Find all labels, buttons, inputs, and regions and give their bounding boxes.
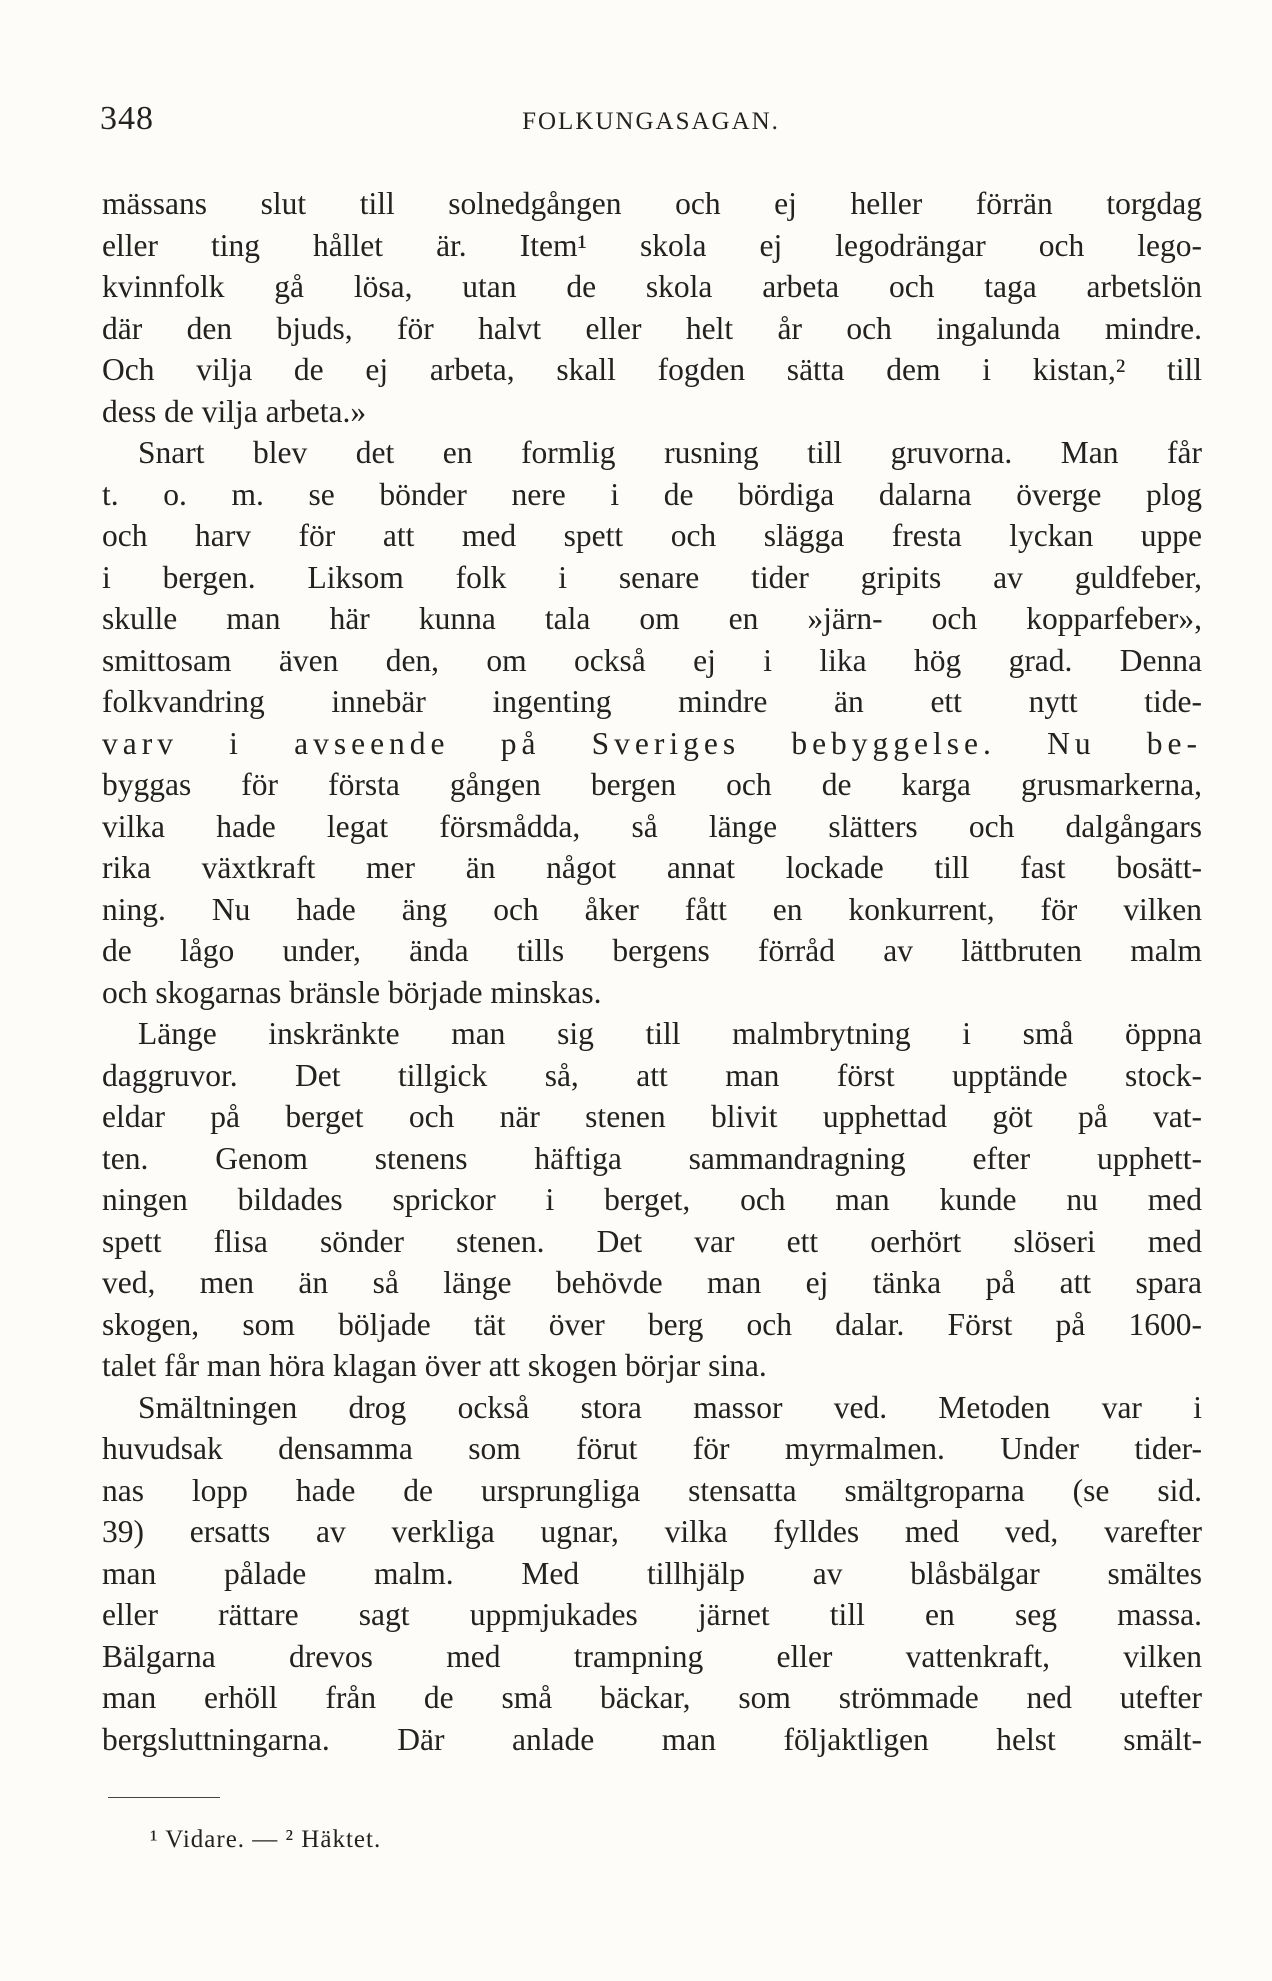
text-line: bergsluttningarna. Där anlade man följaktligen helst smält-: [102, 1721, 1202, 1757]
text-line: eller ting hållet är. Item¹ skola ej legodrängar och lego-: [102, 227, 1202, 263]
page-number: 348: [100, 100, 154, 137]
text-line: nas lopp hade de ursprungliga stensatta smältgroparna (se sid.: [102, 1472, 1202, 1508]
text-line: där den bjuds, för halvt eller helt år och ingalunda mindre.: [102, 310, 1202, 346]
text-line: eldar på berget och när stenen blivit upphettad göt på vat-: [102, 1099, 1202, 1134]
text-line: ved, men än så länge behövde man ej tänka på att spara: [102, 1265, 1202, 1300]
text-line: ningen bildades sprickor i berget, och man kunde nu med: [102, 1182, 1202, 1217]
text-line: smittosam även den, om också ej i lika hög grad. Denna: [102, 642, 1202, 678]
text-line: talet får man höra klagan över att skogen börjar sina.: [102, 1348, 767, 1383]
text-line: och harv för att med spett och slägga fresta lyckan uppe: [102, 518, 1202, 553]
footnotes: ¹ Vidare. — ² Häktet.: [150, 1826, 382, 1853]
text-line: man erhöll från de små bäckar, som strömmade ned utefter: [102, 1680, 1202, 1715]
text-line: 39) ersatts av verkliga ugnar, vilka fylldes med ved, varefter: [102, 1514, 1202, 1549]
text-line: byggas för första gången bergen och de karga grusmarkerna,: [102, 767, 1202, 802]
text-line: mässans slut till solnedgången och ej heller förrän torgdag: [102, 186, 1202, 221]
text-line: Smältningen drog också stora massor ved. Metoden var i: [138, 1389, 1202, 1425]
text-line: och skogarnas bränsle började minskas.: [102, 974, 602, 1010]
text-line: dess de vilja arbeta.»: [102, 393, 367, 429]
text-line: vilka hade legat försmådda, så länge slätters och dalgångars: [102, 808, 1202, 844]
text-line: ning. Nu hade äng och åker fått en konkurrent, för vilken: [102, 891, 1202, 927]
body-text: [102, 183, 1202, 1760]
text-line: kvinnfolk gå lösa, utan de skola arbeta och taga arbetslön: [102, 269, 1202, 304]
text-line: skulle man här kunna tala om en »järn- och kopparfeber»,: [102, 601, 1202, 636]
text-line: spett flisa sönder stenen. Det var ett oerhört slöseri med: [102, 1223, 1202, 1259]
text-line: daggruvor. Det tillgick så, att man först upptände stock-: [102, 1057, 1202, 1093]
text-line: Länge inskränkte man sig till malmbrytning i små öppna: [138, 1016, 1202, 1051]
text-line: Bälgarna drevos med trampning eller vattenkraft, vilken: [102, 1638, 1202, 1674]
text-line: man pålade malm. Med tillhjälp av blåsbälgar smältes: [102, 1555, 1202, 1591]
text-line: Snart blev det en formlig rusning till gruvorna. Man får: [138, 435, 1202, 470]
text-line: huvudsak densamma som förut för myrmalmen. Under tider-: [102, 1431, 1202, 1466]
text-line: eller rättare sagt uppmjukades järnet till en seg massa.: [102, 1597, 1202, 1632]
text-line: varv i avseende på Sveriges bebyggelse. Nu be-: [102, 725, 1202, 761]
text-line: folkvandring innebär ingenting mindre än ett nytt tide-: [102, 684, 1202, 719]
text-line: ten. Genom stenens häftiga sammandragning efter upphett-: [102, 1140, 1202, 1176]
footnote-divider: [108, 1797, 220, 1798]
running-title: FOLKUNGASAGAN.: [522, 108, 780, 135]
text-line: de lågo under, ända tills bergens förråd av lättbruten malm: [102, 933, 1202, 968]
text-line: t. o. m. se bönder nere i de bördiga dalarna överge plog: [102, 476, 1202, 512]
text-line: Och vilja de ej arbeta, skall fogden sätta dem i kistan,² till: [102, 352, 1202, 387]
text-line: i bergen. Liksom folk i senare tider gripits av guldfeber,: [102, 559, 1202, 595]
text-line: rika växtkraft mer än något annat lockade till fast bosätt-: [102, 850, 1202, 885]
text-line: skogen, som böljade tät över berg och dalar. Först på 1600-: [102, 1306, 1202, 1342]
